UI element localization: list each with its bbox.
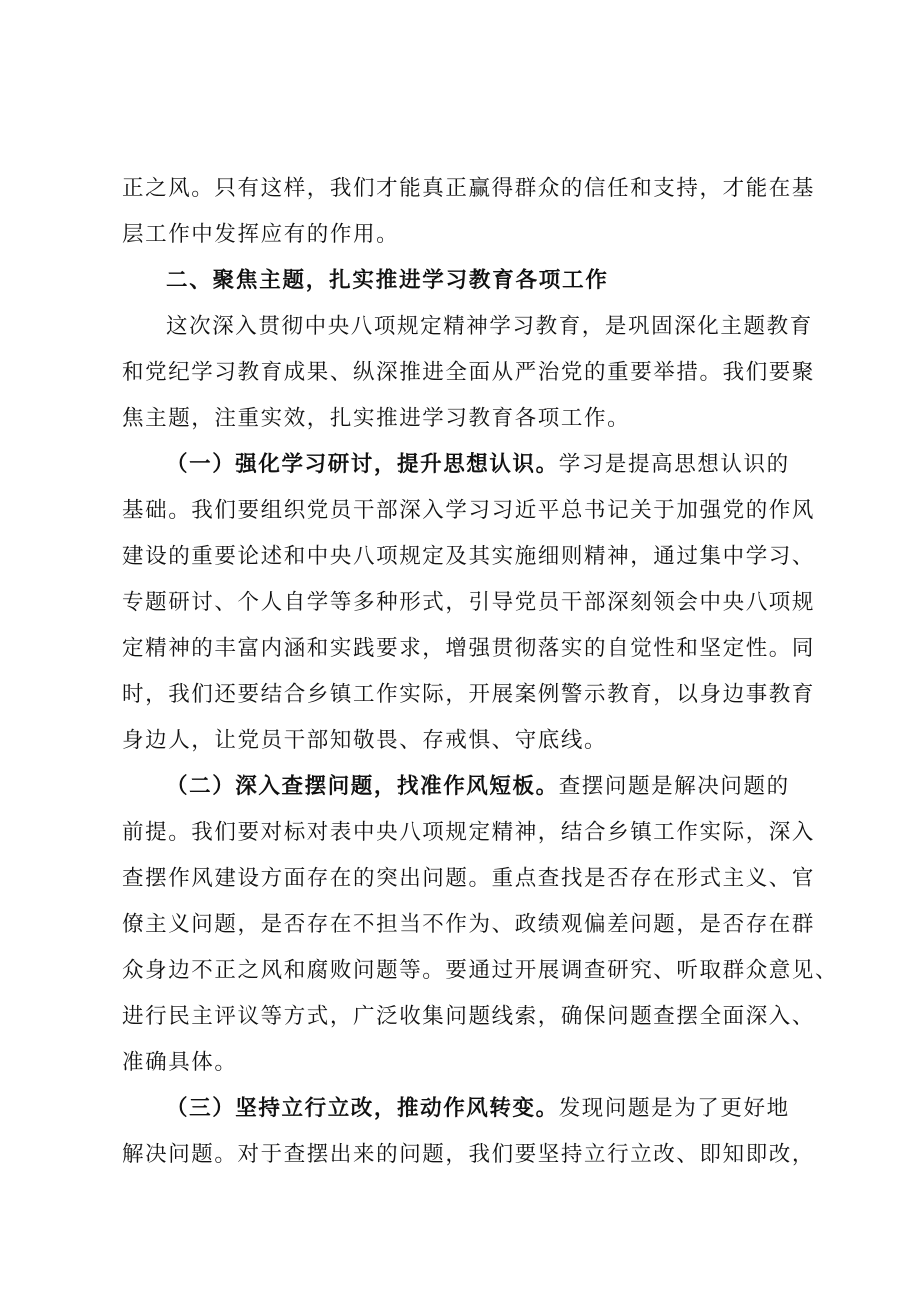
subheading-text: （一）强化学习研讨，提升思想认识。 [166, 452, 559, 477]
line-text: 这次深入贯彻中央八项规定精神学习教育，是巩固深化主题教育 [166, 314, 813, 339]
paragraph-line [166, 450, 866, 480]
paragraph-line [166, 772, 866, 802]
paragraph-line [122, 496, 822, 526]
line-text: 解决问题。对于查摆出来的问题，我们要坚持立行立改、即知即改， [122, 1142, 816, 1167]
line-text: 定精神的丰富内涵和实践要求，增强贯彻落实的自觉性和坚定性。同 [122, 636, 816, 661]
line-text: 层工作中发挥应有的作用。 [122, 222, 400, 247]
line-text: 和党纪学习教育成果、纵深推进全面从严治党的重要举措。我们要聚 [122, 360, 816, 385]
line-text: 众身边不正之风和腐败问题等。要通过开展调查研究、听取群众意见、 [122, 958, 839, 983]
paragraph-line [122, 910, 822, 940]
paragraph-line [122, 404, 822, 434]
subheading-text: （二）深入查摆问题，找准作风短板。 [166, 774, 559, 799]
paragraph-line [122, 358, 822, 388]
line-text: 准确具体。 [122, 1050, 238, 1075]
paragraph-line [122, 634, 822, 664]
subheading-text: （三）坚持立行立改，推动作风转变。 [166, 1096, 559, 1121]
line-text: 发现问题是为了更好地 [558, 1096, 790, 1121]
line-text: 进行民主评议等方式，广泛收集问题线索，确保问题查摆全面深入、 [122, 1004, 816, 1029]
paragraph-line [122, 818, 822, 848]
line-text: 基础。我们要组织党员干部深入学习习近平总书记关于加强党的作风 [122, 498, 816, 523]
line-text: 焦主题，注重实效，扎实推进学习教育各项工作。 [122, 406, 631, 431]
line-text: 学习是提高思想认识的 [558, 452, 790, 477]
heading-text: 二、聚焦主题，扎实推进学习教育各项工作 [166, 268, 609, 293]
paragraph-line [122, 864, 822, 894]
line-text: 正之风。只有这样，我们才能真正赢得群众的信任和支持，才能在基 [122, 176, 816, 201]
paragraph-line [122, 542, 822, 572]
line-text: 前提。我们要对标对表中央八项规定精神，结合乡镇工作实际，深入 [122, 820, 816, 845]
paragraph-line [122, 174, 822, 204]
line-text: 专题研讨、个人自学等多种形式，引导党员干部深刻领会中央八项规 [122, 590, 816, 615]
paragraph-line [122, 680, 822, 710]
line-text: 建设的重要论述和中央八项规定及其实施细则精神，通过集中学习、 [122, 544, 816, 569]
line-text: 僚主义问题，是否存在不担当不作为、政绩观偏差问题，是否存在群 [122, 912, 816, 937]
paragraph-line [122, 1002, 822, 1032]
line-text: 查摆作风建设方面存在的突出问题。重点查找是否存在形式主义、官 [122, 866, 816, 891]
paragraph-line [122, 1140, 822, 1170]
paragraph-line [166, 312, 866, 342]
section-heading [166, 266, 866, 296]
paragraph-line [122, 1048, 822, 1078]
line-text: 时，我们还要结合乡镇工作实际，开展案例警示教育，以身边事教育 [122, 682, 816, 707]
paragraph-line [166, 1094, 866, 1124]
paragraph-line [122, 220, 822, 250]
paragraph-line [122, 588, 822, 618]
paragraph-line [122, 956, 839, 986]
line-text: 查摆问题是解决问题的 [558, 774, 790, 799]
line-text: 身边人，让党员干部知敬畏、存戒惧、守底线。 [122, 728, 608, 753]
paragraph-line [122, 726, 822, 756]
